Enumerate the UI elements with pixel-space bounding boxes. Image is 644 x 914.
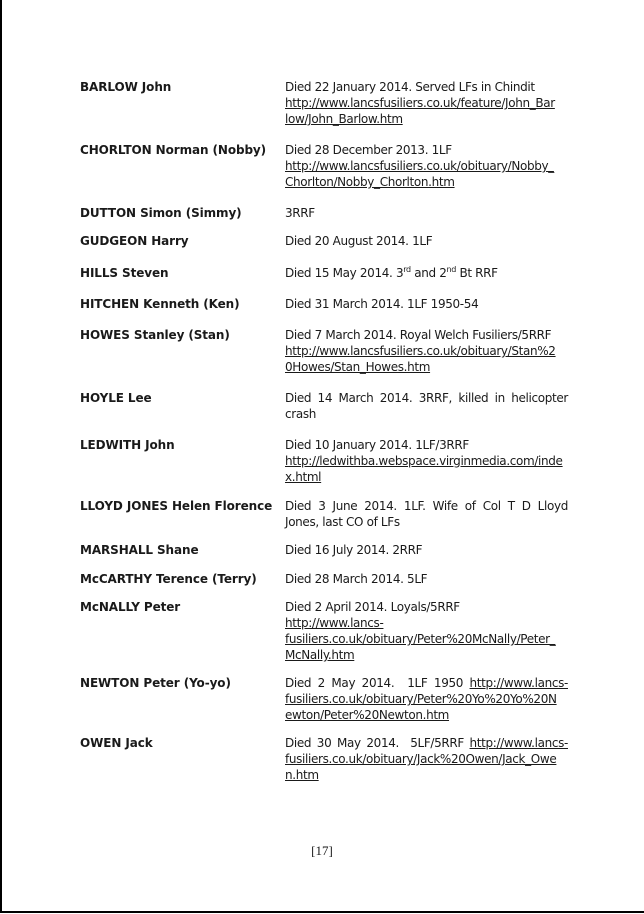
- obituary-entry: [80, 542, 568, 571]
- entry-text: Died 31 March 2014. 1LF 1950-54: [285, 297, 479, 311]
- entry-text: 3RRF: [285, 206, 315, 220]
- entry-text-part: Died 15 May 2014. 3: [285, 266, 404, 280]
- entry-link[interactable]: http://www.lancsfusiliers.co.uk/obituary/Stan%2: [285, 344, 556, 358]
- entry-text-part: Bt RRF: [455, 266, 498, 280]
- entry-description: [285, 735, 568, 783]
- obituary-entry: [80, 79, 568, 142]
- entry-description: [285, 571, 568, 587]
- entry-line: [285, 735, 568, 751]
- entry-name: DUTTON Simon (Simmy): [80, 206, 242, 220]
- entry-description: [285, 233, 568, 249]
- entry-name: CHORLTON Norman (Nobby): [80, 143, 267, 157]
- entry-name: GUDGEON Harry: [80, 234, 189, 248]
- entry-link[interactable]: http://www.lancsfusiliers.co.uk/feature/John_Bar: [285, 96, 555, 110]
- entry-text: Died 22 January 2014. Served LFs in Chindit: [285, 80, 535, 94]
- entry-text: Died 2 May 2014. 1LF 1950: [285, 676, 470, 690]
- entry-link[interactable]: http://www.lancs-: [285, 616, 384, 630]
- entry-name: BARLOW John: [80, 80, 172, 94]
- entry-text: Died 28 December 2013. 1LF: [285, 143, 452, 157]
- entry-link[interactable]: 0Howes/Stan_Howes.htm: [285, 360, 431, 374]
- obituary-entry: [80, 296, 568, 327]
- entry-name: NEWTON Peter (Yo-yo): [80, 676, 231, 690]
- ordinal-suffix: nd: [446, 265, 456, 274]
- entry-link[interactable]: n.htm: [285, 768, 319, 782]
- entry-text-part: and 2: [410, 266, 447, 280]
- entry-description: [285, 498, 568, 530]
- entry-text: [285, 265, 568, 281]
- page-number: [17]: [311, 843, 333, 858]
- entry-name: McCARTHY Terence (Terry): [80, 572, 257, 586]
- entry-name: HOWES Stanley (Stan): [80, 328, 230, 342]
- entry-text: crash: [285, 407, 316, 421]
- entry-description: [285, 599, 568, 663]
- entry-description: [285, 79, 568, 127]
- entry-link[interactable]: ewton/Peter%20Newton.htm: [285, 708, 450, 722]
- entry-name: HOYLE Lee: [80, 391, 152, 405]
- entry-text: Died 28 March 2014. 5LF: [285, 572, 428, 586]
- entry-description: [285, 390, 568, 422]
- entry-link[interactable]: x.html: [285, 470, 322, 484]
- obituary-entry: [80, 571, 568, 599]
- page-border-left: [0, 0, 2, 913]
- obituary-entry: [80, 265, 568, 296]
- entry-description: [285, 265, 568, 281]
- page-border-bottom: [0, 911, 644, 913]
- entry-link[interactable]: http://www.lancsfusiliers.co.uk/obituary/Nobby_: [285, 159, 554, 173]
- obituary-entry: [80, 735, 568, 795]
- obituary-entry: [80, 205, 568, 233]
- entry-name: OWEN Jack: [80, 736, 153, 750]
- entry-text: Died 3 June 2014. 1LF. Wife of Col T D Lloyd: [285, 499, 568, 513]
- entry-link[interactable]: fusiliers.co.uk/obituary/Peter%20McNally/Peter_: [285, 632, 556, 646]
- entry-link[interactable]: McNally.htm: [285, 648, 355, 662]
- entry-text: Died 14 March 2014. 3RRF, killed in helicopter: [285, 391, 568, 405]
- entry-text: Died 20 August 2014. 1LF: [285, 234, 433, 248]
- entry-name: LEDWITH John: [80, 438, 175, 452]
- obituary-list: [80, 79, 568, 795]
- obituary-entry: [80, 675, 568, 735]
- obituary-entry: [80, 327, 568, 390]
- entry-name: McNALLY Peter: [80, 600, 181, 614]
- entry-description: [285, 296, 568, 312]
- ordinal-suffix: rd: [403, 265, 411, 274]
- obituary-entry: [80, 599, 568, 675]
- entry-description: [285, 142, 568, 190]
- entry-link[interactable]: fusiliers.co.uk/obituary/Peter%20Yo%20Yo%20N: [285, 692, 557, 706]
- entry-link[interactable]: http://www.lancs-: [469, 676, 568, 690]
- obituary-entry: [80, 390, 568, 437]
- obituary-entry: [80, 498, 568, 542]
- entry-description: [285, 327, 568, 375]
- entry-description: [285, 205, 568, 221]
- entry-link[interactable]: http://ledwithba.webspace.virginmedia.com/inde: [285, 454, 563, 468]
- obituary-entry: [80, 233, 568, 265]
- entry-text: Died 30 May 2014. 5LF/5RRF: [285, 736, 470, 750]
- entry-text: Died 10 January 2014. 1LF/3RRF: [285, 438, 469, 452]
- entry-text: Jones, last CO of LFs: [285, 515, 400, 529]
- obituary-entry: [80, 142, 568, 205]
- entry-text: Died 2 April 2014. Loyals/5RRF: [285, 600, 460, 614]
- obituary-entry: [80, 437, 568, 498]
- entry-name: LLOYD JONES Helen Florence: [80, 499, 273, 513]
- entry-description: [285, 542, 568, 558]
- entry-line: [285, 675, 568, 691]
- entry-link[interactable]: low/John_Barlow.htm: [285, 112, 403, 126]
- entry-text: Died 7 March 2014. Royal Welch Fusiliers/5RRF: [285, 328, 552, 342]
- entry-text: Died 16 July 2014. 2RRF: [285, 543, 423, 557]
- entry-link[interactable]: Chorlton/Nobby_Chorlton.htm: [285, 175, 455, 189]
- entry-description: [285, 437, 568, 485]
- entry-link[interactable]: fusiliers.co.uk/obituary/Jack%20Owen/Jack_Owe: [285, 752, 557, 766]
- entry-link[interactable]: http://www.lancs-: [469, 736, 568, 750]
- entry-description: [285, 675, 568, 723]
- entry-name: HITCHEN Kenneth (Ken): [80, 297, 240, 311]
- entry-name: HILLS Steven: [80, 266, 169, 280]
- entry-name: MARSHALL Shane: [80, 543, 199, 557]
